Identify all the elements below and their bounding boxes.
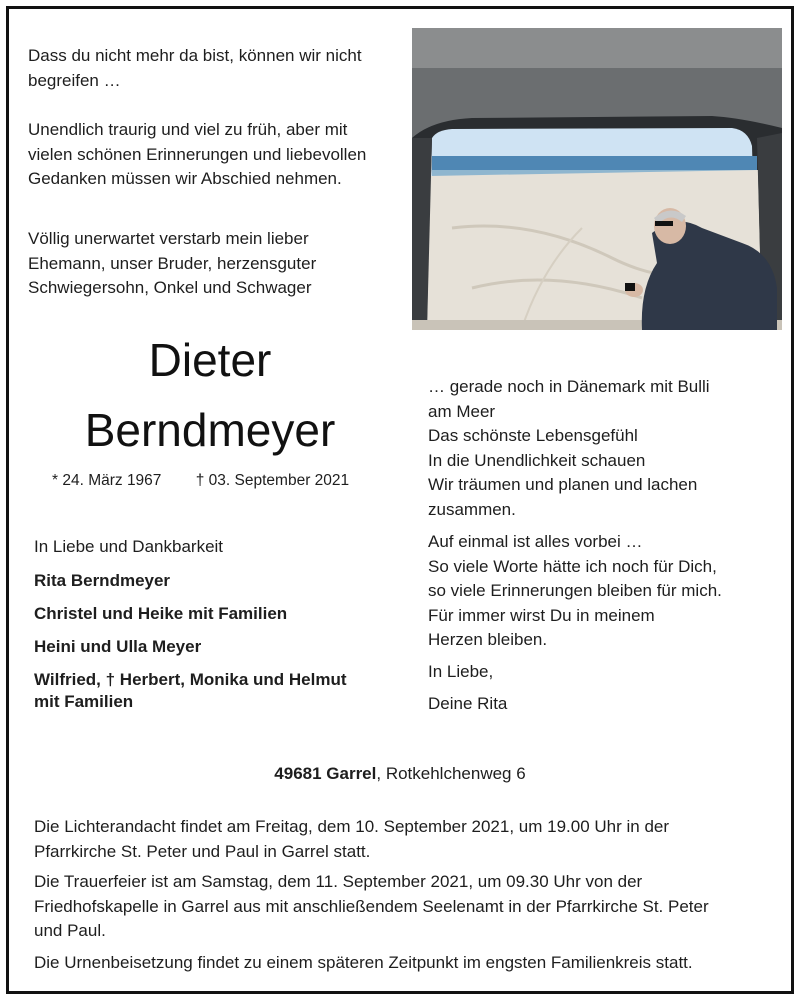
mourners-intro: In Liebe und Dankbarkeit	[34, 537, 224, 556]
mourner-name: Heini und Ulla Meyer	[34, 637, 202, 656]
intro-paragraph-3: Völlig unerwartet verstarb mein lieber Ehemann, unser Bruder, herzensguter Schwiegersohn, Onkel und Schwager	[28, 229, 317, 297]
beach-photo-image	[412, 28, 782, 330]
death-date: † 03. September 2021	[195, 472, 350, 489]
intro-paragraph-1: Dass du nicht mehr da bist, können wir nicht begreifen …	[28, 46, 362, 90]
poem-closing-1: In Liebe,	[428, 662, 494, 681]
poem-stanza-1: … gerade noch in Dänemark mit Bulli am Meer Das schönste Lebensgefühl In die Unendlichkeit schauen Wir träumen und planen und lachen zusammen.	[428, 377, 710, 519]
address-city: 49681 Garrel	[274, 764, 377, 783]
notice-prayer-service: Die Lichterandacht findet am Freitag, dem 10. September 2021, um 19.00 Uhr in der Pfarrkirche St. Peter und Paul in Garrel statt.	[34, 817, 670, 861]
beach-photo	[412, 28, 782, 330]
deceased-last-name: Berndmeyer	[84, 404, 336, 456]
mourner-name: Christel und Heike mit Familien	[34, 604, 288, 623]
poem-closing-2: Deine Rita	[428, 694, 508, 713]
poem-stanza-2: Auf einmal ist alles vorbei … So viele Worte hätte ich noch für Dich, so viele Erinnerungen bleiben für mich. Für immer wirst Du in meinem Herzen bleiben.	[428, 532, 722, 649]
notice-urn-burial: Die Urnenbeisetzung findet zu einem späteren Zeitpunkt im engsten Familienkreis statt.	[34, 953, 693, 972]
life-dates	[52, 472, 349, 490]
mourner-name: Rita Berndmeyer	[34, 571, 171, 590]
address-street: , Rotkehlchenweg 6	[376, 764, 526, 783]
notice-funeral-service: Die Trauerfeier ist am Samstag, dem 11. September 2021, um 09.30 Uhr von der Friedhofskapelle in Garrel aus mit anschließendem Seelenamt in der Pfarrkirche St. Peter und Paul.	[34, 872, 709, 940]
deceased-first-name: Dieter	[148, 334, 272, 386]
intro-paragraph-2: Unendlich traurig und viel zu früh, aber mit vielen schönen Erinnerungen und liebevollen Gedanken müssen wir Abschied nehmen.	[28, 120, 367, 188]
mourner-name: Wilfried, † Herbert, Monika und Helmut mit Familien	[34, 670, 347, 711]
birth-date: * 24. März 1967	[52, 472, 162, 489]
address	[0, 764, 800, 784]
